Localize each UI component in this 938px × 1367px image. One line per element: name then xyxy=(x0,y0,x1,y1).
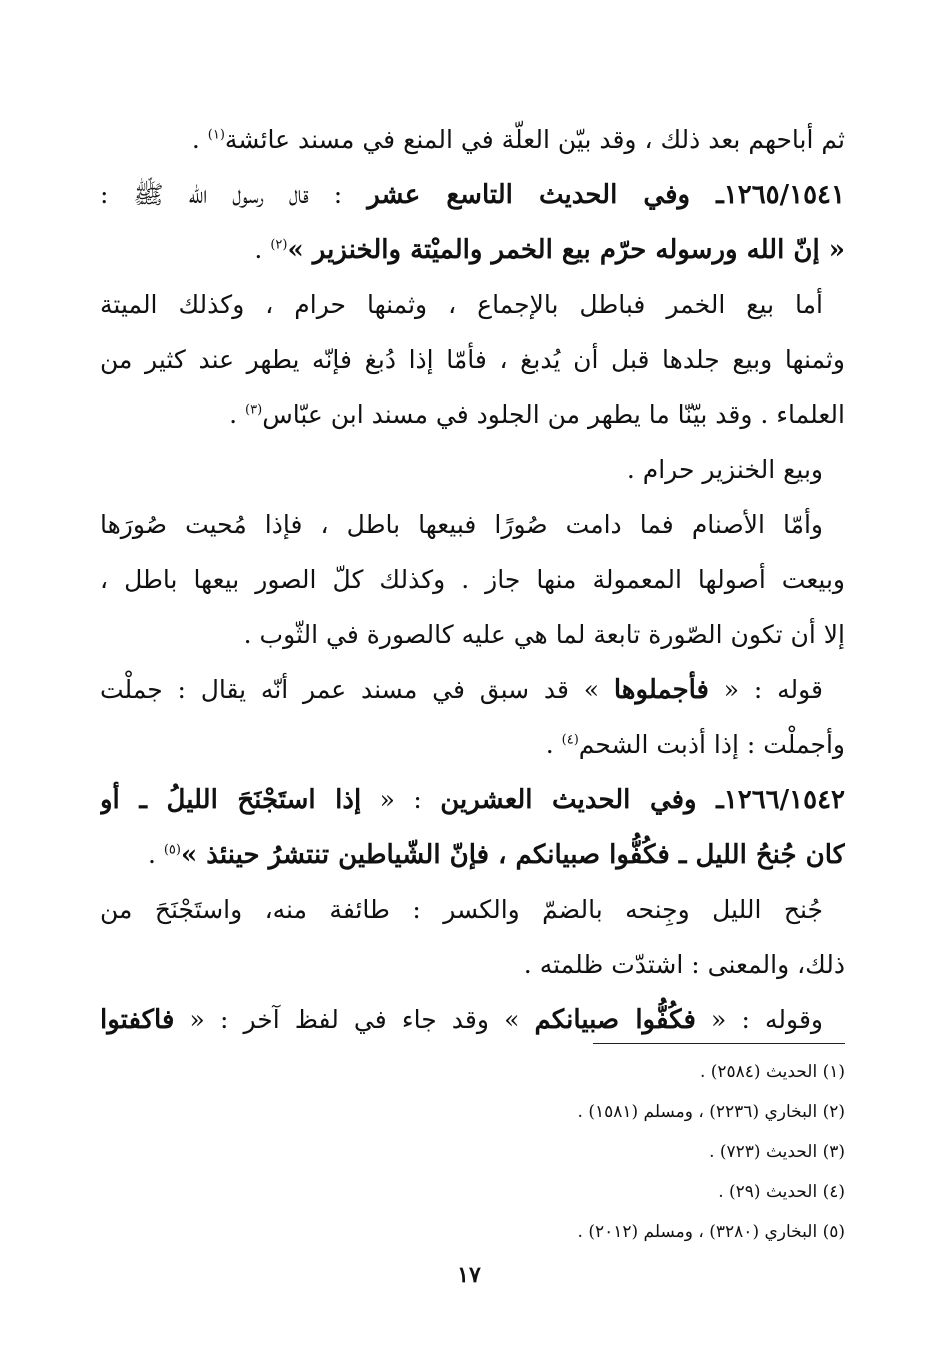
footnote-marker: (٣) xyxy=(245,402,263,418)
footnote: (٥) البخاري (٣٢٨٠) ، ومسلم (٢٠١٢) . xyxy=(577,1222,845,1242)
text-line xyxy=(100,662,845,717)
bold-text: فاكفتوا xyxy=(100,1005,175,1035)
text-line xyxy=(100,112,845,167)
text-line xyxy=(100,497,845,552)
line-text: . xyxy=(191,125,208,154)
footnote: (٣) الحديث (٧٢٣) . xyxy=(709,1142,845,1162)
line-text: . xyxy=(254,235,271,264)
line-text: وقوله : « xyxy=(695,1005,823,1034)
footnotes xyxy=(300,1052,845,1252)
text-line xyxy=(100,827,845,882)
text-line xyxy=(100,607,845,662)
bold-text: إذا استَجْنَحَ الليلُ ـ أو xyxy=(100,785,362,815)
text-line xyxy=(100,167,845,222)
line-text: » قد سبق في مسند عمر أنّه يقال : جملْت xyxy=(100,675,614,704)
text-line xyxy=(100,222,845,277)
text-line xyxy=(100,717,845,772)
line-text: . xyxy=(545,730,562,759)
bold-text: ١٢٦٦/١٥٤٢ـ وفي الحديث العشرين xyxy=(440,785,845,815)
bold-text: « إنّ الله ورسوله حرّم بيع الخمر والميْتة والخنزير » xyxy=(287,235,845,265)
bold-text: كان جُنحُ الليل ـ فكُفُّوا صبيانكم ، فإنّ الشّياطين تنتشرُ حينئذ » xyxy=(180,840,845,870)
footnote-marker: (٤) xyxy=(561,732,579,748)
footnote: (١) الحديث (٢٥٨٤) . xyxy=(699,1062,845,1082)
line-text: قوله : « xyxy=(709,675,823,704)
line-text: وأجملْت : إذا أذبت الشحم xyxy=(578,730,845,759)
line-text: ثم أباحهم بعد ذلك ، وقد بيّن العلّة في المنع في مسند عائشة xyxy=(224,125,845,154)
footnote: (٢) البخاري (٢٢٣٦) ، ومسلم (١٥٨١) . xyxy=(577,1102,845,1122)
line-text: وأمّا الأصنام فما دامت صُورًا فبيعها باطل ، فإذا مُحيت صُورَها xyxy=(100,510,823,539)
line-text: : « xyxy=(361,785,441,814)
text-line xyxy=(100,882,845,937)
line-text: . xyxy=(229,400,246,429)
footnote-marker: (٥) xyxy=(163,842,181,858)
text-line xyxy=(100,332,845,387)
text-line xyxy=(100,277,845,332)
main-text xyxy=(100,112,845,1047)
footnote: (٤) الحديث (٢٩) . xyxy=(718,1182,845,1202)
text-line xyxy=(100,772,845,827)
bold-text: فكُفُّوا صبيانكم xyxy=(534,1005,696,1035)
footnote-marker: (١) xyxy=(207,127,225,143)
line-text: إلا أن تكون الصّورة تابعة لما هي عليه كالصورة في الثّوب . xyxy=(243,620,845,649)
text-line xyxy=(100,387,845,442)
line-text: . xyxy=(147,840,164,869)
bold-text: ١٢٦٥/١٥٤١ـ وفي الحديث التاسع عشر xyxy=(367,180,845,210)
line-text: أما بيع الخمر فباطل بالإجماع ، وثمنها حرام ، وكذلك الميتة xyxy=(100,290,823,319)
line-text: وبيع الخنزير حرام . xyxy=(626,455,823,484)
line-text: العلماء . وقد بيّنّا ما يطهر من الجلود في مسند ابن عبّاس xyxy=(262,400,845,429)
line-text: جُنح الليل وجِنحه بالضمّ والكسر : طائفة منه، واستَجْنَحَ من xyxy=(100,895,823,924)
text-line xyxy=(100,937,845,992)
line-text: وثمنها وبيع جلدها قبل أن يُدبغ ، فأمّا إذا دُبغ فإنّه يطهر عند كثير من xyxy=(100,345,845,374)
text-line xyxy=(100,552,845,607)
footnote-separator xyxy=(593,1043,845,1044)
page-number: ١٧ xyxy=(457,1262,481,1288)
line-text: ذلك، والمعنى : اشتدّت ظلمته . xyxy=(523,950,845,979)
line-text: » وقد جاء في لفظ آخر : « xyxy=(174,1005,535,1034)
text-line xyxy=(100,992,845,1047)
line-text: وبيعت أصولها المعمولة منها جاز . وكذلك كلّ الصور بيعها باطل ، xyxy=(100,565,845,594)
text-line xyxy=(100,442,845,497)
footnote-marker: (٢) xyxy=(270,237,288,253)
bold-text: فأجملوها xyxy=(613,675,709,705)
line-text: : قال رسول الله ﷺ : xyxy=(100,180,368,209)
